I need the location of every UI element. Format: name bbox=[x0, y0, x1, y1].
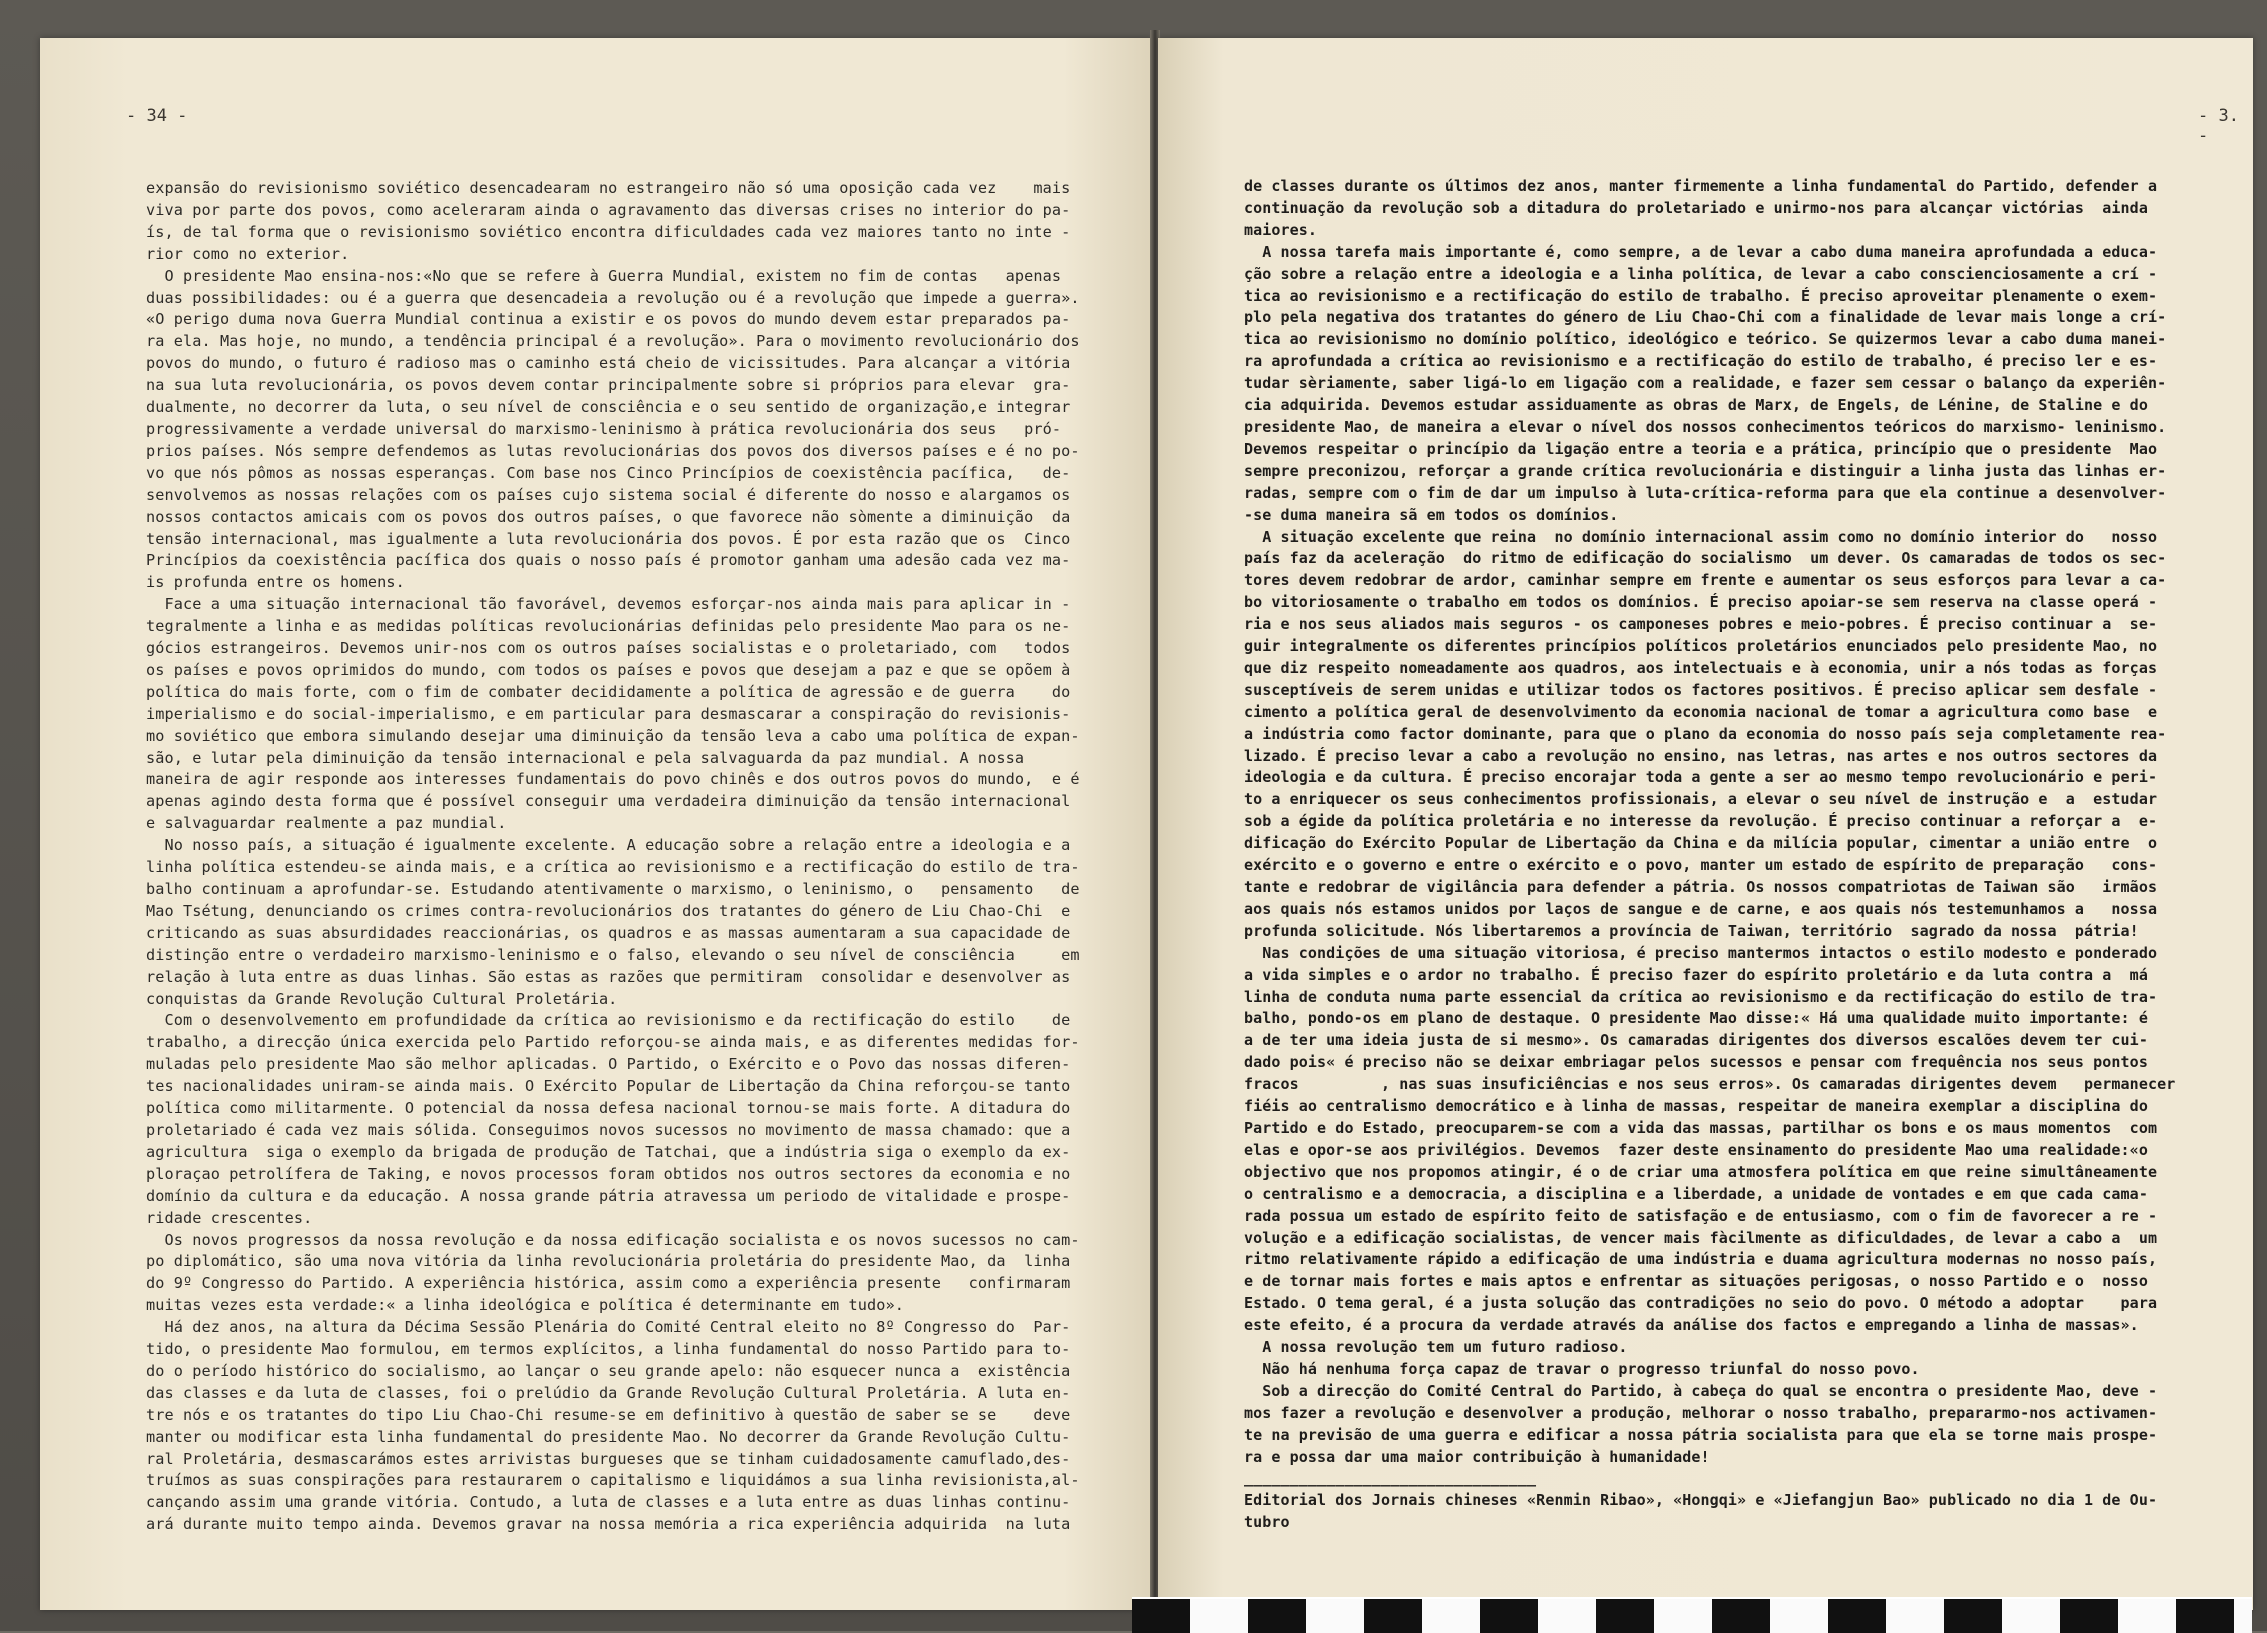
text-line: duas possibilidades: ou é a guerra que desencadeia a revolução ou é a revolução que impede a guerra». bbox=[146, 288, 1080, 307]
text-line: do o período histórico do socialismo, ao lançar o seu grande apelo: não esquecer nunca a existência bbox=[146, 1361, 1071, 1380]
text-line: ________________________________ bbox=[1244, 1469, 1537, 1488]
text-line: ís, de tal forma que o revisionismo soviético encontra dificuldades cada vez maiores tanto no inte - bbox=[146, 222, 1071, 241]
text-line: tido, o presidente Mao formulou, em termos explícitos, a linha fundamental do nosso Partido para to- bbox=[146, 1340, 1071, 1359]
text-line: ral Proletária, desmascarámos estes arrivistas burgueses que se tinham cuidadosamente camuflado,des- bbox=[146, 1449, 1071, 1468]
text-line: rada possua um estado de espírito feito de satisfação e de entusiasmo, com o fim de favorecer a re - bbox=[1244, 1206, 2158, 1225]
text-line: muladas pelo presidente Mao são melhor aplicadas. O Partido, o Exército e o Povo das nossas diferen- bbox=[146, 1055, 1071, 1074]
text-line: sempre preconizou, reforçar a grande crítica revolucionária e distinguir a linha justa das linhas er- bbox=[1244, 461, 2167, 480]
text-line: muitas vezes esta verdade:« a linha ideológica e política é determinante em tudo». bbox=[146, 1296, 904, 1315]
text-line: os países e povos oprimidos do mundo, com todos os países e povos que desejam a paz e que se opõem à bbox=[146, 660, 1071, 679]
text-line: a indústria como factor dominante, para que o plano da economia do nosso país seja completamente rea- bbox=[1244, 724, 2167, 743]
text-line: ridade crescentes. bbox=[146, 1208, 313, 1227]
text-line: linha de conduta numa parte essencial da crítica ao revisionismo e da rectificação do estilo de tra- bbox=[1244, 987, 2158, 1006]
text-line: e salvaguardar realmente a paz mundial. bbox=[146, 814, 507, 833]
text-line: Face a uma situação internacional tão favorável, devemos esforçar-nos ainda mais para aplicar in - bbox=[146, 595, 1071, 614]
text-line: elas e opor-se aos privilégios. Devemos fazer deste ensinamento do presidente Mao uma realidade:«o bbox=[1244, 1140, 2148, 1159]
text-line: na sua luta revolucionária, os povos devem contar principalmente sobre si próprios para elevar gra- bbox=[146, 376, 1071, 395]
text-line: Princípios da coexistência pacífica dos quais o nosso país é promotor ganham uma adesão cada vez ma- bbox=[146, 551, 1071, 570]
text-line: vo que nós pômos as nossas esperanças. Com base nos Cinco Princípios de coexistência pacífica, de- bbox=[146, 463, 1071, 482]
text-line: truímos as suas conspirações para restaurarem o capitalismo e liquidámos a sua linha revisionista,al- bbox=[146, 1471, 1080, 1490]
text-line: criticando as suas absurdidades reaccionárias, os quadros e as massas aumentaram a sua capacidade de bbox=[146, 923, 1071, 942]
text-line: objectivo que nos propomos atingir, é o de criar uma atmosfera política em que reine simultâneamente bbox=[1244, 1162, 2158, 1181]
text-line: relação à luta entre as duas linhas. São estas as razões que permitiram consolidar e desenvolver as bbox=[146, 967, 1071, 986]
text-line: ideologia e da cultura. É preciso encorajar toda a gente a ser ao mesmo tempo revolucionário e peri- bbox=[1244, 768, 2158, 787]
text-line: po diplomático, são uma nova vitória da linha revolucionária proletária do presidente Mao, da linha bbox=[146, 1252, 1071, 1271]
text-line: maneira de agir responde aos interesses fundamentais do povo chinês e dos outros povos do mundo, e é bbox=[146, 770, 1080, 789]
text-line: apenas agindo desta forma que é possível conseguir uma verdadeira diminuição da tensão internacional bbox=[146, 792, 1071, 811]
text-line: dualmente, no decorrer da luta, o seu nível de consciência e o seu sentido de organização,e integrar bbox=[146, 398, 1071, 417]
text-line: presidente Mao, de maneira a elevar o nível dos nossos conhecimentos teóricos do marxismo- leninismo. bbox=[1244, 417, 2167, 436]
text-line: são, e lutar pela diminuição da tensão internacional e pela salvaguarda da paz mundial. A nossa bbox=[146, 748, 1025, 767]
text-line: país faz da aceleração do ritmo de edificação do socialismo um dever. Os camaradas de todos os sec- bbox=[1244, 549, 2167, 568]
text-line: aos quais nós estamos unidos por laços de sangue e de carne, e aos quais nós testemunhamos a nossa bbox=[1244, 899, 2158, 918]
text-line: bo vitoriosamente o trabalho em todos os domínios. É preciso apoiar-se sem reserva na classe operá - bbox=[1244, 593, 2158, 612]
text-line: gócios estrangeiros. Devemos unir-nos com os outros países socialistas e o proletariado, com todos bbox=[146, 639, 1071, 658]
text-line: a de ter uma ideia justa de si mesmo». Os camaradas dirigentes dos diversos escalões devem ter cui- bbox=[1244, 1031, 2148, 1050]
text-line: ploraçao petrolífera de Taking, e novos processos foram obtidos nos outros sectores da economia e no bbox=[146, 1164, 1071, 1183]
text-line: A situação excelente que reina no domínio internacional assim como no domínio interior do nosso bbox=[1244, 527, 2158, 546]
text-line: do 9º Congresso do Partido. A experiência histórica, assim como a experiência presente confirmaram bbox=[146, 1274, 1071, 1293]
text-line: cia adquirida. Devemos estudar assiduamente as obras de Marx, de Engels, de Lénine, de Staline e do bbox=[1244, 396, 2148, 415]
text-line: is profunda entre os homens. bbox=[146, 573, 405, 592]
text-line: No nosso país, a situação é igualmente excelente. A educação sobre a relação entre a ideologia e a bbox=[146, 836, 1071, 855]
text-line: tudar sèriamente, saber ligá-lo em ligação com a realidade, e fazer sem cessar o balanço da experiên- bbox=[1244, 374, 2167, 393]
text-line: ra aprofundada a crítica ao revisionismo e a rectificação do estilo de trabalho, é preciso ler e es- bbox=[1244, 352, 2158, 371]
text-line: A nossa tarefa mais importante é, como sempre, a de levar a cabo duma maneira aprofundada a educa- bbox=[1244, 242, 2158, 261]
text-line: política como militarmente. O potencial da nossa defesa nacional tornou-se mais forte. A ditadura do bbox=[146, 1099, 1071, 1118]
text-line: tubro bbox=[1244, 1513, 1290, 1532]
text-line: rior como no exterior. bbox=[146, 244, 350, 263]
text-line: tes nacionalidades uniram-se ainda mais. O Exército Popular de Libertação da China reforçou-se tanto bbox=[146, 1077, 1071, 1096]
text-line: cançando assim uma grande vitória. Contudo, a luta de classes e a luta entre as duas linhas continu- bbox=[146, 1493, 1071, 1512]
text-line: maiores. bbox=[1244, 220, 1318, 239]
text-line: Com o desenvolvemento em profundidade da crítica ao revisionismo e da rectificação do estilo de bbox=[146, 1011, 1071, 1030]
left-page-number: - 34 - bbox=[126, 106, 188, 126]
text-line: continuação da revolução sob a ditadura do proletariado e unirmo-nos para alcançar victórias ainda bbox=[1244, 198, 2148, 217]
right-page-number: - 3. - bbox=[2198, 106, 2239, 146]
text-line: fracos , nas suas insuficiências e nos seus erros». Os camaradas dirigentes devem permanecer bbox=[1244, 1075, 2176, 1094]
text-line: ará durante muito tempo ainda. Devemos gravar na nossa memória a rica experiência adquirida na luta bbox=[146, 1515, 1071, 1534]
text-line: progressivamente a verdade universal do marxismo-leninismo à prática revolucionária dos seus pró- bbox=[146, 419, 1062, 438]
text-line: tensão internacional, mas igualmente a luta revolucionária dos povos. É por esta razão que os Cinco bbox=[146, 529, 1071, 548]
text-line: profunda solicitude. Nós libertaremos a província de Taiwan, território sagrado da nossa pátria! bbox=[1244, 921, 2139, 940]
text-line: -se duma maneira sã em todos os domínios. bbox=[1244, 505, 1619, 524]
text-line: «O perigo duma nova Guerra Mundial continua a existir e os povos do mundo devem estar preparados pa- bbox=[146, 310, 1071, 329]
text-line: ria e nos seus aliados mais seguros - os camponeses pobres e meio-pobres. É preciso continuar a se- bbox=[1244, 615, 2158, 634]
text-line: povos do mundo, o futuro é radioso mas o caminho está cheio de vicissitudes. Para alcançar a vitória bbox=[146, 354, 1071, 373]
text-line: das classes e da luta de classes, foi o prelúdio da Grande Revolução Cultural Proletária. A luta en- bbox=[146, 1383, 1071, 1402]
text-line: linha política estendeu-se ainda mais, e a crítica ao revisionismo e a rectificação do estilo de tra- bbox=[146, 858, 1080, 877]
text-line: que diz respeito nomeadamente aos quadros, aos intelectuais e à economia, unir a nós todas as forças bbox=[1244, 658, 2158, 677]
right-page-body bbox=[1244, 176, 2224, 1534]
text-line: tica ao revisionismo no domínio político, ideológico e teórico. Se quizermos levar a cabo duma manei- bbox=[1244, 330, 2167, 349]
text-line: a vida simples e o ardor no trabalho. É preciso fazer do espírito proletário e da luta contra a má bbox=[1244, 965, 2148, 984]
text-line: tante e redobrar de vigilância para defender a pátria. Os nossos compatriotas de Taiwan são irmãos bbox=[1244, 878, 2158, 896]
text-line: mo soviético que embora simulando desejar uma diminuição da tensão leva a cabo uma política de expan- bbox=[146, 726, 1080, 745]
text-line: to a enriquecer os seus conhecimentos profissionais, a elevar o seu nível de instrução e a estudar bbox=[1244, 790, 2158, 809]
text-line: sob a égide da política proletária e no interesse da revolução. É preciso continuar a reforçar a e- bbox=[1244, 812, 2158, 831]
text-line: plo pela negativa dos tratantes do género de Liu Chao-Chi com a finalidade de levar mais longe a crí- bbox=[1244, 308, 2167, 327]
text-line: expansão do revisionismo soviético desencadearam no estrangeiro não só uma oposição cada vez mais bbox=[146, 179, 1071, 197]
text-line: cimento a política geral de desenvolvimento da economia nacional de tomar a agricultura como base e bbox=[1244, 702, 2158, 721]
text-line: proletariado é cada vez mais sólida. Conseguimos novos sucessos no movimento de massa chamado: que a bbox=[146, 1120, 1071, 1139]
text-line: mos fazer a revolução e desenvolver a produção, melhorar o nosso trabalho, prepararmo-nos activamen- bbox=[1244, 1403, 2158, 1422]
text-line: distinção entre o verdadeiro marxismo-leninismo e o falso, elevando o seu nível de consciência em bbox=[146, 945, 1080, 964]
text-line: ção sobre a relação entre a ideologia e a linha política, de levar a cabo conscienciosamente a crí - bbox=[1244, 264, 2158, 283]
text-line: de classes durante os últimos dez anos, manter firmemente a linha fundamental do Partido, defender a bbox=[1244, 177, 2158, 195]
text-line: Mao Tsétung, denunciando os crimes contra-revolucionários dos tratantes do género de Liu Chao-Chi e bbox=[146, 901, 1071, 920]
text-line: balho, pondo-os em plano de destaque. O presidente Mao disse:« Há uma qualidade muito importante: é bbox=[1244, 1009, 2148, 1028]
text-line: Devemos respeitar o princípio da ligação entre a teoria e a prática, princípio que o presidente Mao bbox=[1244, 439, 2158, 458]
text-line: Os novos progressos da nossa revolução e da nossa edificação socialista e os novos sucessos no cam- bbox=[146, 1230, 1080, 1249]
text-line: ra ela. Mas hoje, no mundo, a tendência principal é a revolução». Para o movimento revolucionário dos bbox=[146, 332, 1080, 351]
text-line: Sob a direcção do Comité Central do Partido, à cabeça do qual se encontra o presidente Mao, deve - bbox=[1244, 1381, 2158, 1400]
text-line: este efeito, é a procura da verdade através da análise dos factos e empregando a linha de massas». bbox=[1244, 1316, 2139, 1335]
text-line: Não há nenhuma força capaz de travar o progresso triunfal do nosso povo. bbox=[1244, 1359, 1920, 1378]
text-line: Partido e do Estado, preocuparem-se com a vida das massas, partilhar os bons e os maus momentos com bbox=[1244, 1118, 2158, 1137]
text-line: dificação do Exército Popular de Libertação da China e da milícia popular, cimentar a união entre o bbox=[1244, 834, 2158, 853]
text-line: nossos contactos amicais com os povos dos outros países, o que favorece não sòmente a diminuição da bbox=[146, 507, 1071, 526]
text-line: política do mais forte, com o fim de combater decididamente a política de agressão e de guerra do bbox=[146, 682, 1071, 701]
text-line: e de tornar mais fortes e mais aptos e enfrentar as situações perigosas, o nosso Partido e o nosso bbox=[1244, 1272, 2148, 1291]
scale-ruler bbox=[1132, 1597, 2252, 1633]
text-line: O presidente Mao ensina-nos:«No que se refere à Guerra Mundial, existem no fim de contas apenas bbox=[146, 266, 1062, 285]
text-line: tica ao revisionismo e a rectificação do estilo de trabalho. É preciso aproveitar plenamente o exem- bbox=[1244, 286, 2158, 305]
text-line: ritmo relativamente rápido a edificação de uma indústria e duama agricultura modernas no nosso país, bbox=[1244, 1250, 2158, 1269]
left-page bbox=[40, 38, 1152, 1610]
text-line: dado pois« é preciso não se deixar embriagar pelos sucessos e pensar com frequência nos seus pontos bbox=[1244, 1053, 2148, 1072]
text-line: tre nós e os tratantes do tipo Liu Chao-Chi resume-se em definitivo à questão de saber se se deve bbox=[146, 1405, 1071, 1424]
text-line: imperialismo e do social-imperialismo, e em particular para desmascarar a conspiração do revisionis- bbox=[146, 704, 1071, 723]
text-line: A nossa revolução tem um futuro radioso. bbox=[1244, 1338, 1628, 1357]
right-page bbox=[1158, 38, 2253, 1610]
text-line: senvolvemos as nossas relações com os países cujo sistema social é diferente do nosso e alargamos os bbox=[146, 485, 1071, 504]
text-line: exército e o governo e entre o exército e o povo, manter um estado de espírito de preparação cons- bbox=[1244, 856, 2158, 875]
text-line: fiéis ao centralismo democrático e à linha de massas, respeitar de maneira exemplar a disciplina do bbox=[1244, 1097, 2148, 1116]
text-line: tores devem redobrar de ardor, caminhar sempre em frente e aumentar os seus esforços para levar a ca- bbox=[1244, 571, 2167, 590]
text-line: tegralmente a linha e as medidas políticas revolucionárias definidas pelo presidente Mao para os ne- bbox=[146, 617, 1071, 636]
text-line: Nas condições de uma situação vitoriosa, é preciso mantermos intactos o estilo modesto e ponderado bbox=[1244, 943, 2158, 962]
text-line: Estado. O tema geral, é a justa solução das contradições no seio do povo. O método a adoptar para bbox=[1244, 1294, 2158, 1313]
text-line: ra e possa dar uma maior contribuição à humanidade! bbox=[1244, 1447, 1710, 1466]
text-line: manter ou modificar esta linha fundamental do presidente Mao. No decorrer da Grande Revolução Cultu- bbox=[146, 1427, 1071, 1446]
text-line: prios países. Nós sempre defendemos as lutas revolucionárias dos povos dos diversos países e é no po- bbox=[146, 441, 1080, 460]
text-line: trabalho, a direcção única exercida pelo Partido reforçou-se ainda mais, e as diferentes medidas for- bbox=[146, 1033, 1080, 1052]
text-line: lizado. É preciso levar a cabo a revolução no ensino, nas letras, nas artes e nos outros sectores da bbox=[1244, 746, 2158, 765]
text-line: domínio da cultura e da educação. A nossa grande pátria atravessa um periodo de vitalidade e prospe- bbox=[146, 1186, 1071, 1205]
text-line: viva por parte dos povos, como aceleraram ainda o agravamento das diversas crises no interior do pa- bbox=[146, 200, 1071, 219]
text-line: volução e a edificação socialistas, de vencer mais fàcilmente as dificuldades, de levar a cabo a um bbox=[1244, 1228, 2158, 1247]
text-line: susceptíveis de serem unidas e utilizar todos os factores positivos. É preciso aplicar sem desfale - bbox=[1244, 680, 2158, 699]
text-line: agricultura siga o exemplo da brigada de produção de Tatchai, que a indústria siga o exemplo da ex- bbox=[146, 1142, 1071, 1161]
text-line: o centralismo e a democracia, a disciplina e a liberdade, a unidade de vontades e em que cada cama- bbox=[1244, 1184, 2148, 1203]
text-line: conquistas da Grande Revolução Cultural Proletária. bbox=[146, 989, 618, 1008]
text-line: radas, sempre com o fim de dar um impulso à luta-crítica-reforma para que ela continue a desenvolver- bbox=[1244, 483, 2167, 502]
text-line: Há dez anos, na altura da Décima Sessão Plenária do Comité Central eleito no 8º Congresso do Par- bbox=[146, 1318, 1071, 1337]
left-page-body bbox=[146, 178, 1106, 1536]
text-line: Editorial dos Jornais chineses «Renmin Ribao», «Hongqi» e «Jiefangjun Bao» publicado no dia 1 de Ou- bbox=[1244, 1491, 2158, 1510]
text-line: guir integralmente os diferentes princípios políticos proletários enunciados pelo presidente Mao, no bbox=[1244, 637, 2158, 656]
text-line: te na previsão de uma guerra e edificar a nossa pátria socialista para que ela se torne mais prospe- bbox=[1244, 1425, 2158, 1444]
text-line: balho continuam a aprofundar-se. Estudando atentivamente o marxismo, o leninismo, o pensamento de bbox=[146, 880, 1080, 898]
